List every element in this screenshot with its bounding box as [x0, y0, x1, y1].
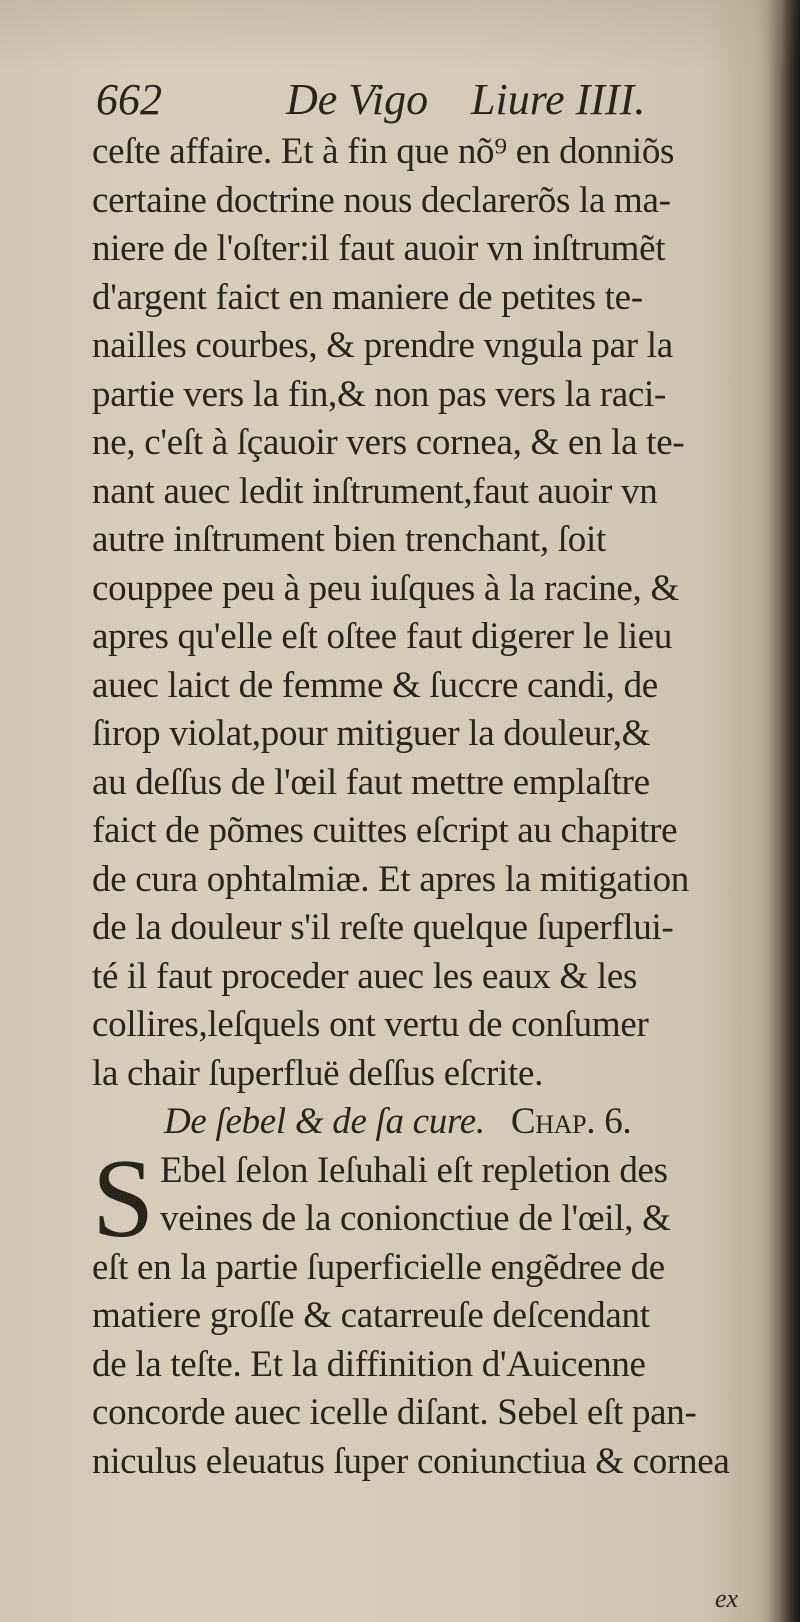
text-line: veines de la conionctiue de l'œil, & — [160, 1198, 671, 1239]
text-line: ceſte affaire. Et à fin que nõ⁹ en donniõs — [92, 131, 675, 172]
text-line: au deſſus de l'œil faut mettre emplaſtre — [92, 761, 650, 803]
text-line: eſt en la partie ſuperficielle engẽdree de — [92, 1246, 665, 1288]
text-line: Ebel ſelon Ieſuhali eſt repletion des — [160, 1149, 668, 1191]
page-number: 662 — [96, 75, 162, 124]
text-line: faict de põmes cuittes eſcript au chapitre — [92, 810, 678, 851]
chapter-label: Chap. 6. — [510, 1101, 632, 1142]
text-line: niculus eleuatus ſuper coniunctiua & cornea — [92, 1440, 730, 1482]
chapter-text — [92, 1136, 752, 1487]
text-line: nant auec ledit inſtrument,faut auoir vn — [92, 470, 658, 512]
chapter-heading — [92, 1098, 752, 1147]
text-line: collires,leſquels ont vertu de conſumer — [92, 1004, 649, 1045]
book-number: Liure IIII. — [471, 75, 646, 124]
text-line: auec laict de femme & ſuccre candi, de — [92, 664, 658, 706]
drop-capital: S — [92, 1136, 154, 1261]
page-top-edge — [0, 0, 800, 70]
chapter-title: De ſebel & de ſa cure. — [164, 1101, 485, 1142]
running-title: De Vigo — [286, 75, 429, 124]
text-line: de cura ophtalmiæ. Et apres la mitigation — [92, 858, 690, 900]
text-line: ſirop violat,pour mitiguer la douleur,& — [92, 713, 651, 754]
text-line: partie vers la fin,& non pas vers la raci- — [92, 373, 667, 415]
text-line: matiere groſſe & catarreuſe deſcendant — [92, 1295, 650, 1336]
text-line: concorde auec icelle diſant. Sebel eſt pan- — [92, 1392, 697, 1433]
text-line: de la teſte. Et la diffinition d'Auicenne — [92, 1343, 646, 1385]
text-line: de la douleur s'il reſte quelque ſuperflui- — [92, 907, 674, 948]
text-line: ne, c'eſt à ſçauoir vers cornea, & en la te- — [92, 422, 685, 463]
running-header — [96, 70, 750, 130]
text-line: autre inſtrument bien trenchant, ſoit — [92, 519, 606, 560]
text-line: d'argent faict en maniere de petites te- — [92, 276, 643, 318]
text-line: couppee peu à peu iuſques à la racine, & — [92, 567, 679, 609]
text-line: la chair ſuperfluë deſſus eſcrite. — [92, 1052, 544, 1094]
spine-shadow — [758, 0, 800, 1622]
text-block — [92, 128, 752, 1486]
text-line: té il faut proceder auec les eaux & les — [92, 955, 638, 997]
text-line: niere de l'oſter:il faut auoir vn inſtrumẽt — [92, 228, 666, 269]
catchword: ex — [715, 1584, 739, 1613]
text-line: apres qu'elle eſt oſtee faut digerer le lieu — [92, 616, 673, 657]
text-line: nailles courbes, & prendre vngula par la — [92, 325, 673, 366]
text-line: certaine doctrine nous declarerõs la ma- — [92, 179, 671, 221]
